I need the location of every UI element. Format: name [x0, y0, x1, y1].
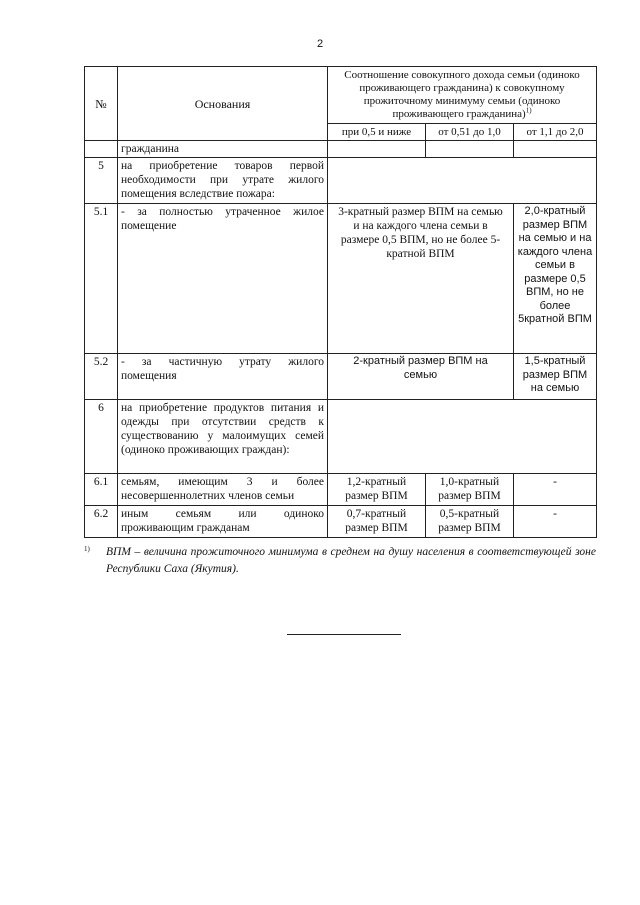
row-value-col2: 0,5-кратный размер ВПМ — [426, 506, 514, 538]
row-basis: иным семьям или одиноко проживающим гражданам — [118, 506, 328, 538]
header-number: № — [85, 67, 118, 141]
row-basis: гражданина — [118, 141, 328, 158]
end-divider — [287, 634, 401, 635]
row-basis: на приобретение продуктов питания и одежды при отсутствии средств к существованию у малоимущих семей (одиноко проживающих граждан): — [118, 400, 328, 474]
empty-cell — [328, 400, 597, 474]
header-footnote-mark: 1) — [525, 106, 532, 115]
row-value-merged: 2-кратный размер ВПМ на семью — [328, 354, 514, 400]
empty-cell — [328, 141, 426, 158]
row-basis: - за полностью утраченное жилое помещение — [118, 204, 328, 354]
row-value-col3: 2,0-кратный размер ВПМ на семью и на каждого члена семьи в размере 0,5 ВПМ, но не более 5кратной ВПМ — [514, 204, 597, 354]
header-col-1: при 0,5 и ниже — [328, 124, 426, 141]
table-row — [85, 474, 597, 506]
row-number: 5.1 — [85, 204, 118, 354]
header-col-2: от 0,51 до 1,0 — [426, 124, 514, 141]
row-number: 6 — [85, 400, 118, 474]
row-value-merged: 3-кратный размер ВПМ на семью и на каждого члена семьи в размере 0,5 ВПМ, но не более 5-кратной ВПМ — [328, 204, 514, 354]
row-basis: - за частичную утрату жилого помещения — [118, 354, 328, 400]
page-number: 2 — [316, 38, 324, 50]
header-income-ratio — [328, 67, 597, 124]
footnote — [84, 544, 596, 578]
row-value-col3: 1,5-кратный размер ВПМ на семью — [514, 354, 597, 400]
empty-cell — [514, 141, 597, 158]
header-col-3: от 1,1 до 2,0 — [514, 124, 597, 141]
header-income-ratio-text: Соотношение совокупного дохода семьи (одиноко проживающего гражданина) к совокупному прожиточному минимуму семьи (одиноко проживающего гражданина) — [344, 69, 580, 120]
row-value-col1: 0,7-кратный размер ВПМ — [328, 506, 426, 538]
row-value-col2: 1,0-кратный размер ВПМ — [426, 474, 514, 506]
header-basis: Основания — [118, 67, 328, 141]
table-row — [85, 354, 597, 400]
table-row — [85, 506, 597, 538]
table-row — [85, 204, 597, 354]
row-number — [85, 141, 118, 158]
row-basis: семьям, имеющим 3 и более несовершеннолетних членов семьи — [118, 474, 328, 506]
row-value-col1: 1,2-кратный размер ВПМ — [328, 474, 426, 506]
table-row — [85, 400, 597, 474]
row-basis: на приобретение товаров первой необходимости при утрате жилого помещения вследствие пожара: — [118, 158, 328, 204]
footnote-text: ВПМ – величина прожиточного минимума в среднем на душу населения в соответствующей зоне Республики Саха (Якутия). — [106, 546, 596, 575]
row-number: 6.2 — [85, 506, 118, 538]
table-row — [85, 141, 597, 158]
row-number: 5 — [85, 158, 118, 204]
table-header-row — [85, 67, 597, 124]
empty-cell — [328, 158, 597, 204]
footnote-mark: 1) — [84, 545, 90, 553]
table-row — [85, 158, 597, 204]
empty-cell — [426, 141, 514, 158]
row-number: 5.2 — [85, 354, 118, 400]
row-number: 6.1 — [85, 474, 118, 506]
benefits-table — [84, 66, 597, 538]
row-value-col3: - — [514, 474, 597, 506]
row-value-col3: - — [514, 506, 597, 538]
